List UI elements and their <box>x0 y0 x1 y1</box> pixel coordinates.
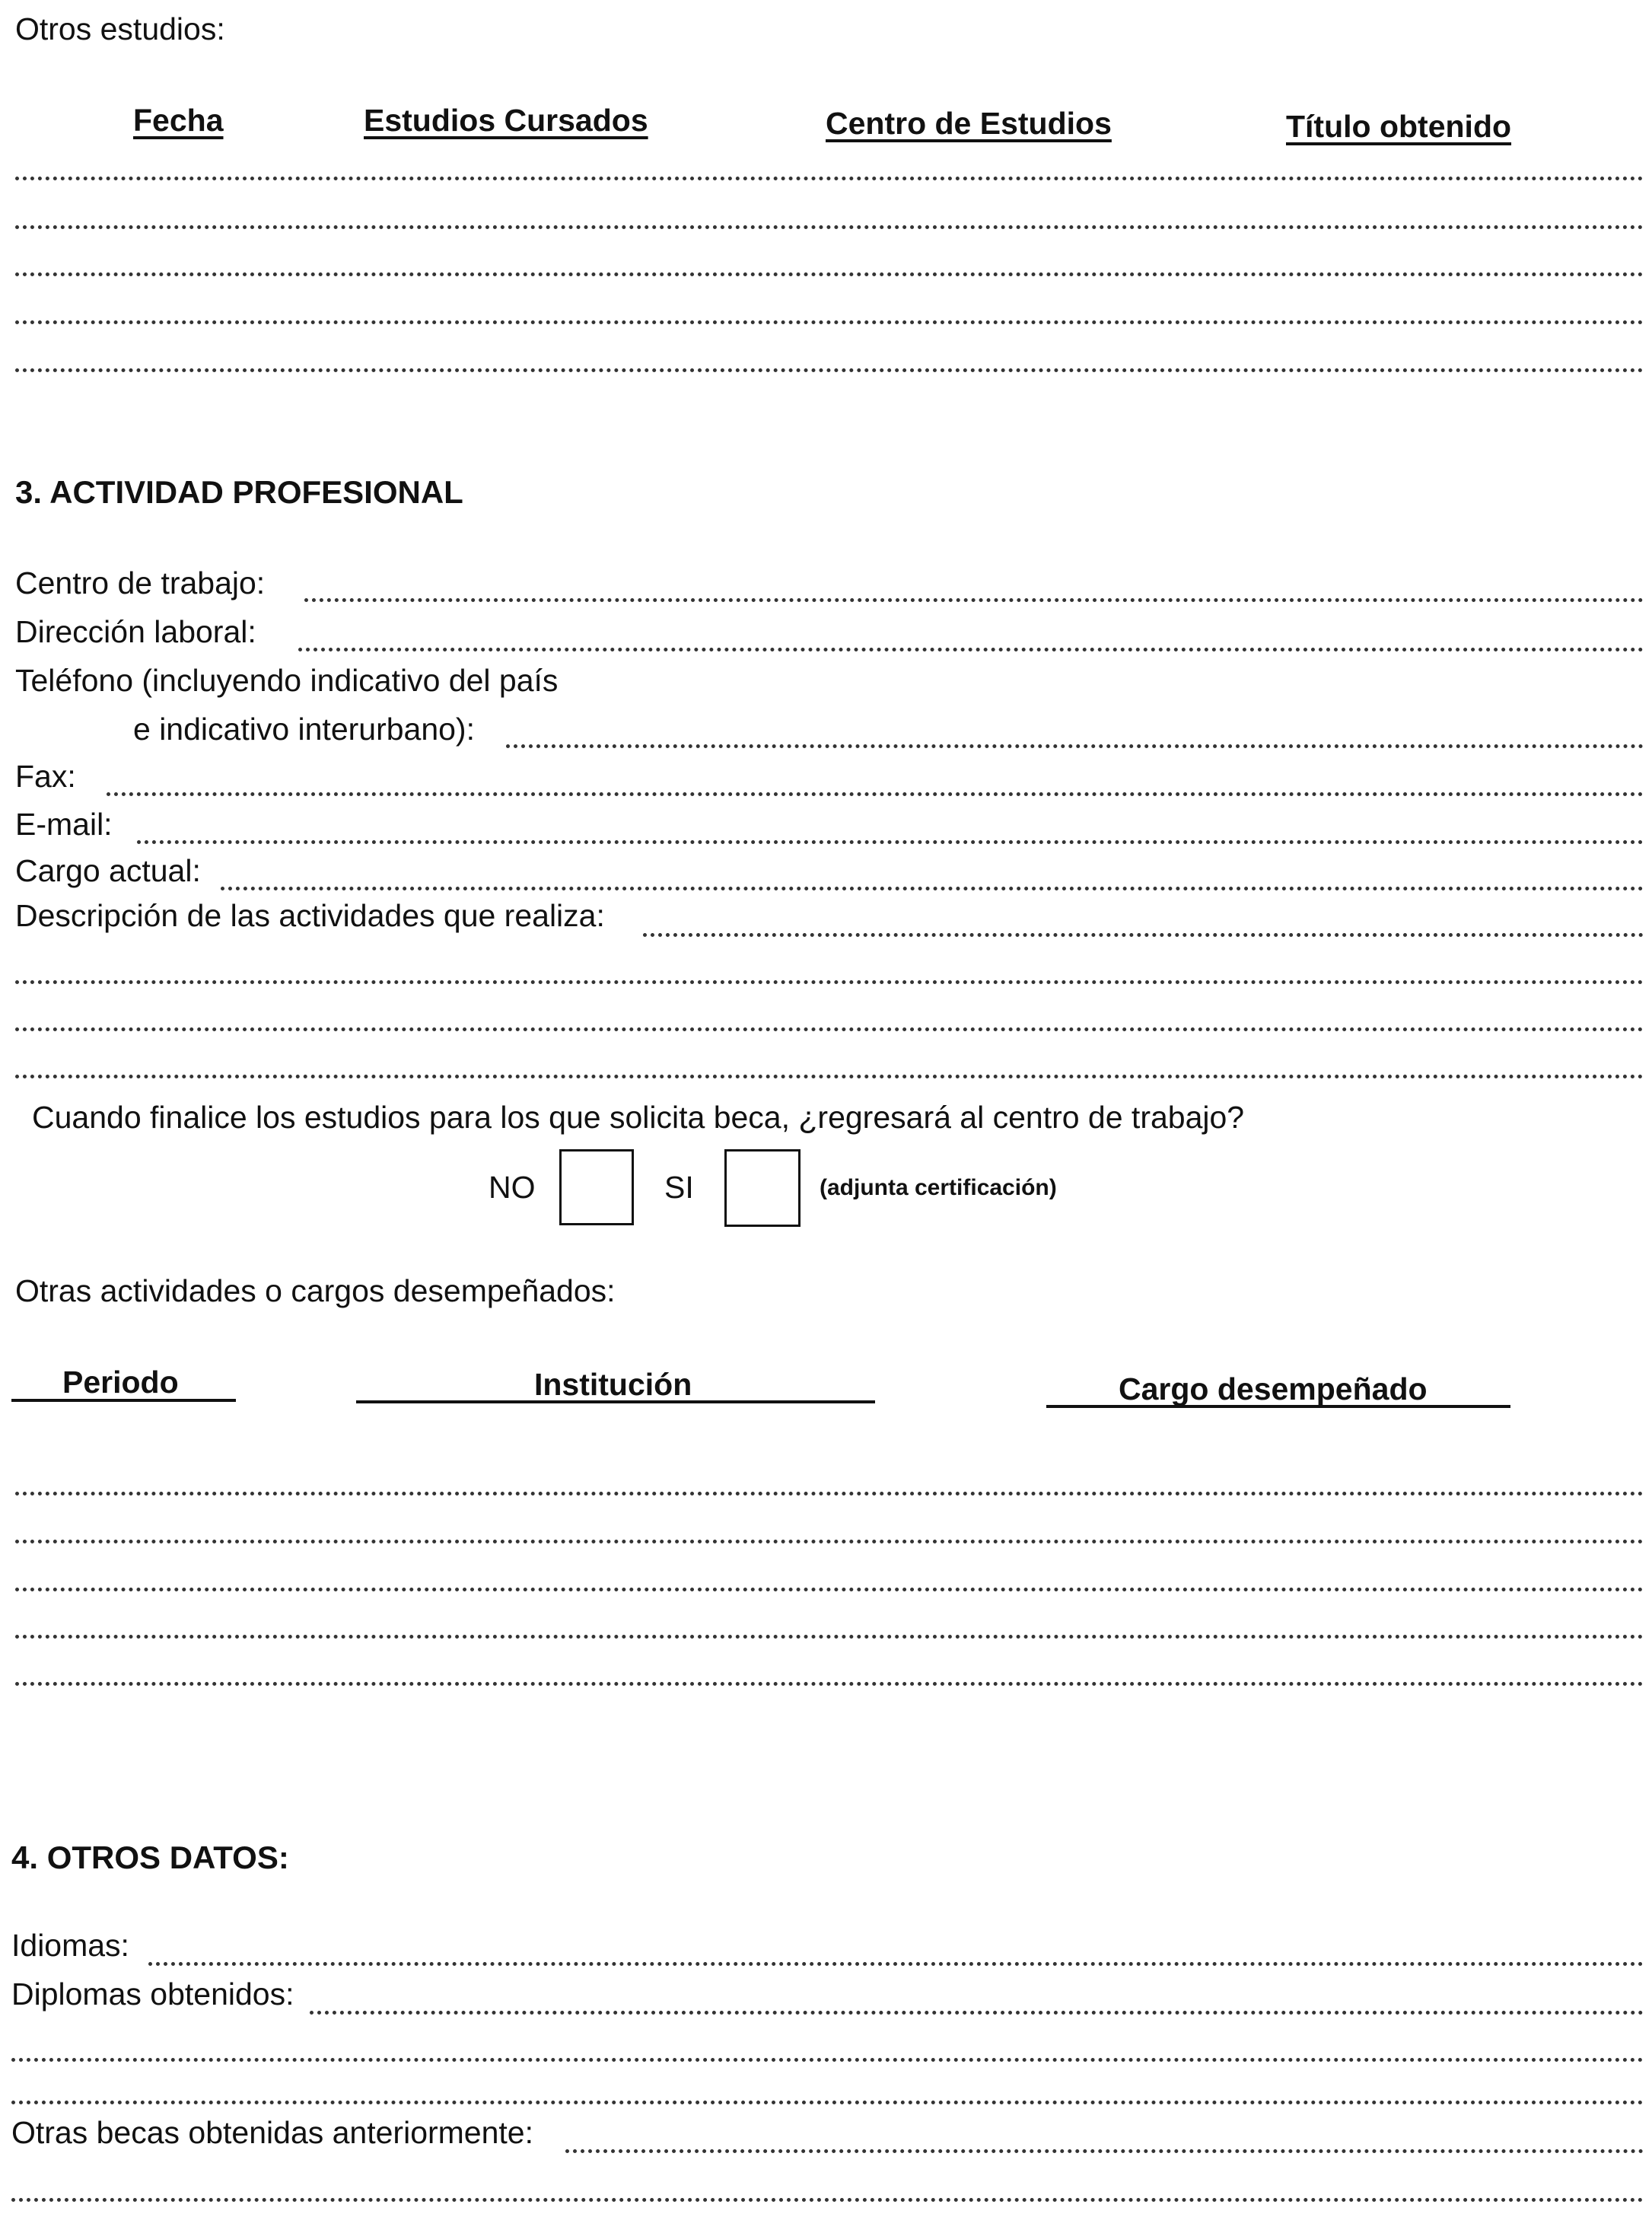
col-periodo: Periodo <box>62 1365 179 1400</box>
col-titulo-obtenido: Título obtenido <box>1286 109 1512 144</box>
telefono-field[interactable] <box>506 744 1644 748</box>
otras-actividades-row-5[interactable] <box>15 1682 1644 1686</box>
fax-field[interactable] <box>107 792 1644 796</box>
option-si-label: SI <box>664 1170 694 1205</box>
si-note: (adjunta certificación) <box>820 1175 1057 1200</box>
centro-trabajo-field[interactable] <box>304 598 1644 602</box>
diplomas-label: Diplomas obtenidos: <box>11 1977 294 2012</box>
col-fecha: Fecha <box>133 103 224 138</box>
otras-actividades-label: Otras actividades o cargos desempeñados: <box>15 1273 616 1308</box>
col-institucion: Institución <box>534 1367 692 1402</box>
descripcion-line-3[interactable] <box>15 1027 1644 1031</box>
otras-becas-field[interactable] <box>565 2149 1644 2153</box>
descripcion-field[interactable] <box>643 933 1644 937</box>
otros-estudios-row-2[interactable] <box>15 225 1644 229</box>
section-4-heading: 4. OTROS DATOS: <box>11 1840 289 1875</box>
diplomas-line-2[interactable] <box>11 2058 1644 2062</box>
si-checkbox[interactable] <box>724 1149 801 1227</box>
descripcion-label: Descripción de las actividades que realiza: <box>15 898 605 933</box>
otras-actividades-row-4[interactable] <box>15 1635 1644 1639</box>
col-estudios-cursados: Estudios Cursados <box>364 103 648 138</box>
regreso-question: Cuando finalice los estudios para los que solicita beca, ¿regresará al centro de trabajo? <box>32 1100 1245 1135</box>
no-checkbox[interactable] <box>559 1149 634 1225</box>
otras-becas-line-2[interactable] <box>11 2198 1644 2202</box>
cargo-actual-field[interactable] <box>221 887 1644 890</box>
otros-estudios-row-4[interactable] <box>15 320 1644 324</box>
idiomas-field[interactable] <box>148 1962 1644 1966</box>
fax-label: Fax: <box>15 759 76 794</box>
diplomas-line-3[interactable] <box>11 2101 1644 2104</box>
descripcion-line-4[interactable] <box>15 1075 1644 1078</box>
option-no-label: NO <box>489 1170 536 1205</box>
col-cargo-desempenado: Cargo desempeñado <box>1119 1371 1428 1406</box>
centro-trabajo-label: Centro de trabajo: <box>15 565 266 600</box>
telefono-label-line2: e indicativo interurbano): <box>133 712 475 747</box>
otras-actividades-row-3[interactable] <box>15 1588 1644 1591</box>
idiomas-label: Idiomas: <box>11 1928 129 1963</box>
otras-becas-label: Otras becas obtenidas anteriormente: <box>11 2115 533 2150</box>
descripcion-line-2[interactable] <box>15 980 1644 984</box>
direccion-laboral-field[interactable] <box>298 648 1644 651</box>
email-field[interactable] <box>137 840 1644 844</box>
otros-estudios-row-1[interactable] <box>15 177 1644 180</box>
telefono-label-line1: Teléfono (incluyendo indicativo del país <box>15 663 559 698</box>
otros-estudios-row-3[interactable] <box>15 272 1644 276</box>
cargo-actual-label: Cargo actual: <box>15 853 201 888</box>
diplomas-field[interactable] <box>310 2011 1644 2015</box>
col-centro-estudios: Centro de Estudios <box>826 106 1112 141</box>
otras-actividades-row-1[interactable] <box>15 1492 1644 1496</box>
section-3-heading: 3. ACTIVIDAD PROFESIONAL <box>15 474 463 510</box>
email-label: E-mail: <box>15 807 113 842</box>
otras-actividades-row-2[interactable] <box>15 1540 1644 1543</box>
direccion-laboral-label: Dirección laboral: <box>15 614 256 649</box>
otros-estudios-label: Otros estudios: <box>15 11 225 46</box>
otros-estudios-row-5[interactable] <box>15 368 1644 372</box>
